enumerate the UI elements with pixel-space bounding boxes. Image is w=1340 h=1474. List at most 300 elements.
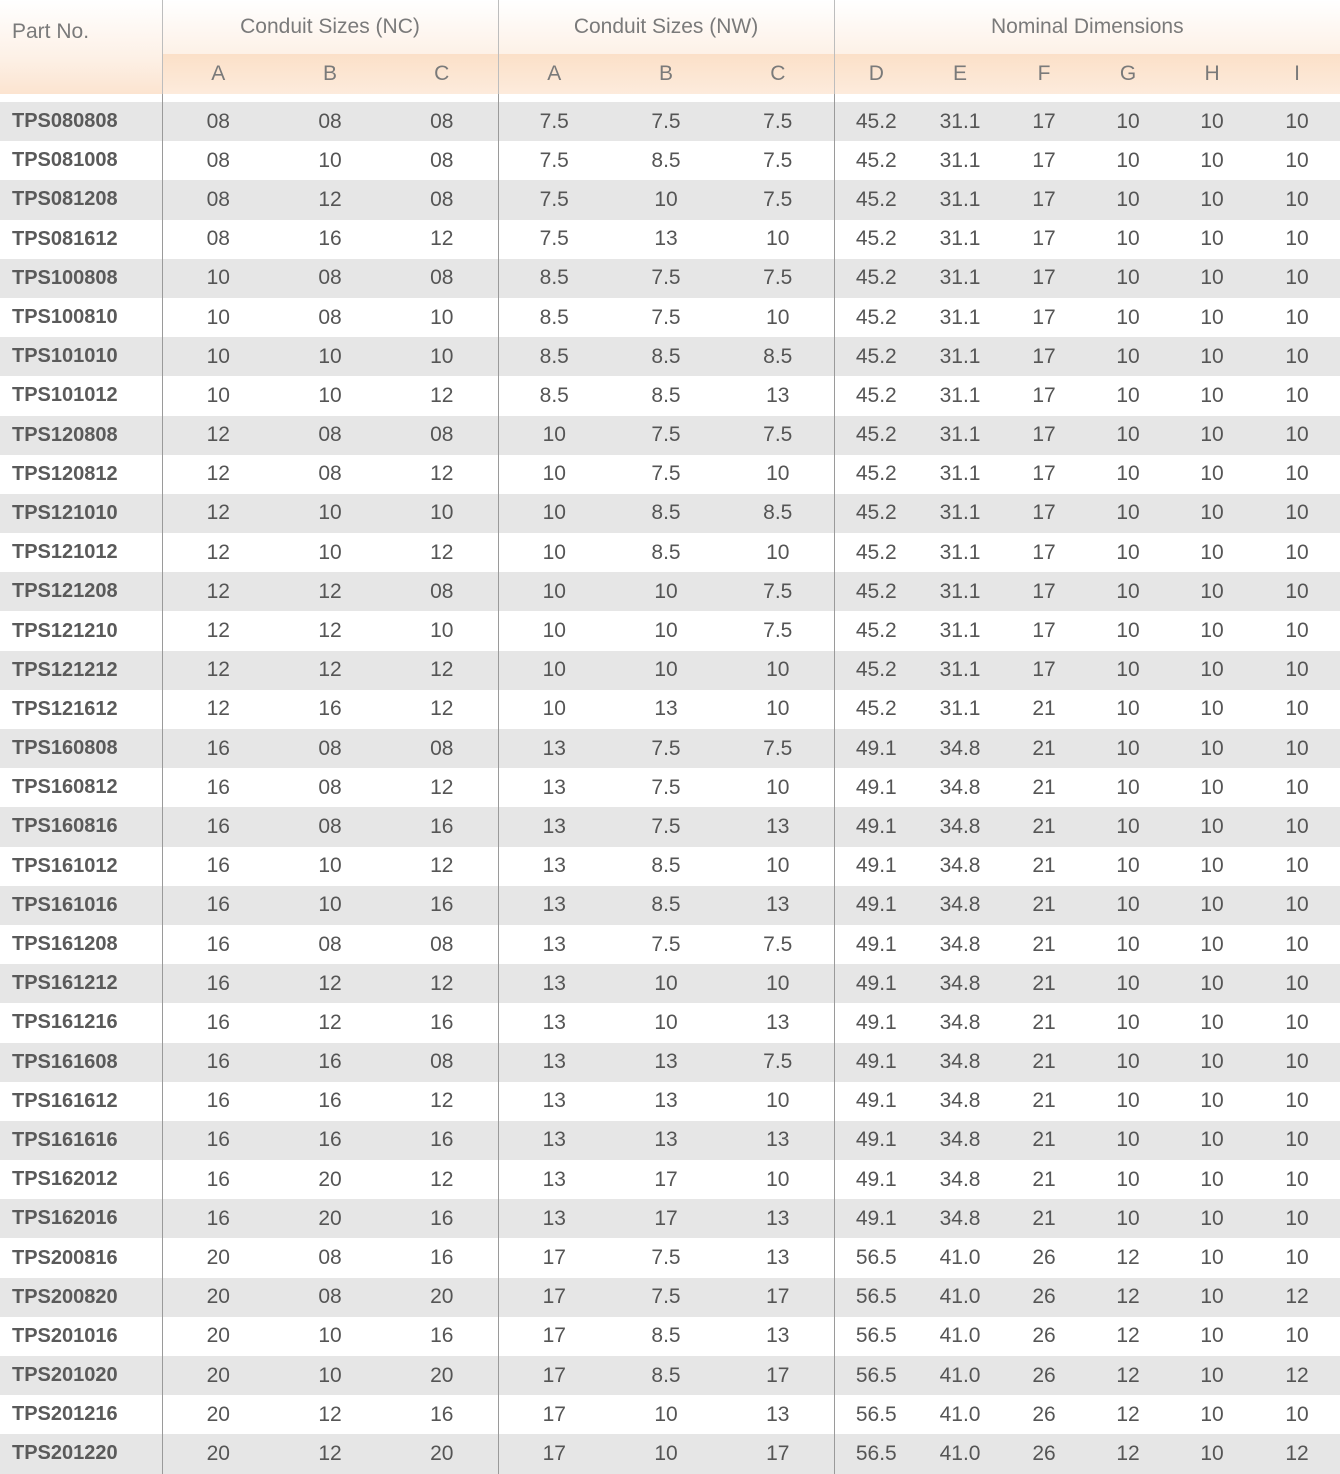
- cell-nw-c: 10: [722, 298, 834, 337]
- cell-nc-c: 08: [386, 729, 498, 768]
- cell-dim-i: 10: [1254, 886, 1340, 925]
- cell-nc-b: 10: [274, 337, 386, 376]
- cell-dim-i: 10: [1254, 1043, 1340, 1082]
- cell-nc-b: 16: [274, 1043, 386, 1082]
- cell-dim-g: 12: [1086, 1434, 1170, 1473]
- cell-nc-b: 10: [274, 494, 386, 533]
- cell-part-no: TPS200820: [0, 1278, 162, 1317]
- cell-nc-a: 12: [162, 455, 274, 494]
- cell-dim-f: 17: [1002, 494, 1086, 533]
- table-body: [0, 94, 1340, 1474]
- table-row: [0, 651, 1340, 690]
- cell-part-no: TPS201220: [0, 1434, 162, 1473]
- cell-dim-i: 10: [1254, 964, 1340, 1003]
- cell-dim-i: 10: [1254, 1317, 1340, 1356]
- cell-nc-c: 12: [386, 1160, 498, 1199]
- cell-dim-d: 45.2: [834, 298, 918, 337]
- cell-nw-b: 8.5: [610, 141, 722, 180]
- cell-dim-h: 10: [1170, 1121, 1254, 1160]
- table-row: [0, 533, 1340, 572]
- cell-nw-a: 17: [498, 1434, 610, 1473]
- cell-nw-a: 13: [498, 1082, 610, 1121]
- cell-dim-f: 21: [1002, 1199, 1086, 1238]
- cell-dim-f: 26: [1002, 1278, 1086, 1317]
- cell-part-no: TPS160812: [0, 768, 162, 807]
- cell-dim-h: 10: [1170, 964, 1254, 1003]
- header-nw-c: C: [722, 54, 834, 94]
- cell-part-no: TPS161212: [0, 964, 162, 1003]
- cell-dim-f: 21: [1002, 886, 1086, 925]
- cell-part-no: TPS161216: [0, 1003, 162, 1042]
- cell-dim-g: 10: [1086, 180, 1170, 219]
- cell-nc-b: 10: [274, 847, 386, 886]
- cell-nc-b: 12: [274, 964, 386, 1003]
- cell-nw-a: 10: [498, 416, 610, 455]
- cell-nw-b: 13: [610, 1121, 722, 1160]
- cell-nc-c: 08: [386, 1043, 498, 1082]
- cell-dim-f: 17: [1002, 376, 1086, 415]
- cell-nw-b: 13: [610, 1043, 722, 1082]
- cell-dim-h: 10: [1170, 572, 1254, 611]
- cell-dim-h: 10: [1170, 220, 1254, 259]
- table-row: [0, 1395, 1340, 1434]
- cell-dim-e: 31.1: [918, 572, 1002, 611]
- header-nw-b: B: [610, 54, 722, 94]
- cell-dim-g: 10: [1086, 611, 1170, 650]
- cell-dim-i: 10: [1254, 376, 1340, 415]
- cell-dim-h: 10: [1170, 729, 1254, 768]
- cell-dim-f: 17: [1002, 298, 1086, 337]
- cell-dim-e: 34.8: [918, 807, 1002, 846]
- cell-dim-d: 56.5: [834, 1356, 918, 1395]
- cell-dim-h: 10: [1170, 533, 1254, 572]
- header-nw-a: A: [498, 54, 610, 94]
- table-row: [0, 1003, 1340, 1042]
- cell-nc-c: 16: [386, 1238, 498, 1277]
- cell-nc-a: 10: [162, 259, 274, 298]
- cell-dim-i: 12: [1254, 1434, 1340, 1473]
- cell-nc-b: 12: [274, 572, 386, 611]
- cell-dim-h: 10: [1170, 141, 1254, 180]
- cell-dim-e: 31.1: [918, 259, 1002, 298]
- cell-dim-h: 10: [1170, 376, 1254, 415]
- cell-dim-d: 45.2: [834, 533, 918, 572]
- cell-nc-c: 12: [386, 220, 498, 259]
- cell-dim-g: 10: [1086, 572, 1170, 611]
- cell-nc-b: 16: [274, 1121, 386, 1160]
- cell-part-no: TPS201216: [0, 1395, 162, 1434]
- cell-nc-b: 08: [274, 455, 386, 494]
- cell-dim-d: 56.5: [834, 1238, 918, 1277]
- table-row: [0, 494, 1340, 533]
- cell-part-no: TPS161208: [0, 925, 162, 964]
- cell-dim-f: 17: [1002, 572, 1086, 611]
- cell-nc-b: 10: [274, 1317, 386, 1356]
- cell-dim-h: 10: [1170, 180, 1254, 219]
- cell-dim-e: 31.1: [918, 690, 1002, 729]
- table-row: [0, 572, 1340, 611]
- cell-nw-b: 7.5: [610, 1278, 722, 1317]
- cell-nw-a: 13: [498, 886, 610, 925]
- cell-nw-a: 13: [498, 1121, 610, 1160]
- cell-dim-i: 10: [1254, 455, 1340, 494]
- cell-nc-c: 16: [386, 1003, 498, 1042]
- cell-part-no: TPS200816: [0, 1238, 162, 1277]
- cell-dim-e: 31.1: [918, 651, 1002, 690]
- cell-dim-h: 10: [1170, 416, 1254, 455]
- cell-nc-a: 20: [162, 1278, 274, 1317]
- cell-nc-b: 12: [274, 1434, 386, 1473]
- cell-nc-c: 08: [386, 180, 498, 219]
- cell-dim-e: 31.1: [918, 416, 1002, 455]
- cell-dim-h: 10: [1170, 1043, 1254, 1082]
- cell-nc-c: 16: [386, 1317, 498, 1356]
- cell-nc-b: 08: [274, 416, 386, 455]
- cell-part-no: TPS120812: [0, 455, 162, 494]
- cell-part-no: TPS101010: [0, 337, 162, 376]
- cell-dim-e: 34.8: [918, 1121, 1002, 1160]
- cell-nw-a: 17: [498, 1317, 610, 1356]
- cell-dim-f: 21: [1002, 690, 1086, 729]
- cell-nc-a: 20: [162, 1317, 274, 1356]
- cell-nw-a: 13: [498, 768, 610, 807]
- cell-dim-f: 26: [1002, 1434, 1086, 1473]
- cell-nc-c: 16: [386, 807, 498, 846]
- cell-nc-b: 10: [274, 141, 386, 180]
- cell-dim-e: 31.1: [918, 337, 1002, 376]
- cell-nc-c: 16: [386, 1395, 498, 1434]
- cell-part-no: TPS121212: [0, 651, 162, 690]
- cell-nc-a: 10: [162, 337, 274, 376]
- cell-dim-g: 10: [1086, 259, 1170, 298]
- cell-dim-d: 45.2: [834, 572, 918, 611]
- cell-dim-d: 45.2: [834, 376, 918, 415]
- cell-dim-e: 34.8: [918, 768, 1002, 807]
- cell-dim-d: 45.2: [834, 180, 918, 219]
- cell-dim-d: 45.2: [834, 141, 918, 180]
- cell-dim-g: 10: [1086, 1043, 1170, 1082]
- cell-nc-a: 10: [162, 376, 274, 415]
- cell-dim-e: 34.8: [918, 1003, 1002, 1042]
- cell-nw-b: 17: [610, 1160, 722, 1199]
- cell-nw-b: 7.5: [610, 768, 722, 807]
- cell-nc-a: 20: [162, 1395, 274, 1434]
- cell-dim-h: 10: [1170, 611, 1254, 650]
- cell-part-no: TPS121612: [0, 690, 162, 729]
- cell-dim-g: 10: [1086, 298, 1170, 337]
- cell-dim-g: 10: [1086, 768, 1170, 807]
- cell-nc-a: 12: [162, 416, 274, 455]
- header-group-row: [0, 0, 1340, 54]
- cell-nw-a: 10: [498, 690, 610, 729]
- cell-nc-c: 08: [386, 259, 498, 298]
- cell-nc-c: 12: [386, 455, 498, 494]
- cell-nc-a: 16: [162, 964, 274, 1003]
- cell-dim-i: 10: [1254, 1238, 1340, 1277]
- cell-nc-b: 12: [274, 180, 386, 219]
- cell-nc-c: 16: [386, 886, 498, 925]
- cell-nw-b: 13: [610, 220, 722, 259]
- cell-dim-f: 17: [1002, 259, 1086, 298]
- cell-nc-b: 08: [274, 768, 386, 807]
- cell-nc-c: 12: [386, 847, 498, 886]
- cell-dim-g: 10: [1086, 886, 1170, 925]
- table-row: [0, 220, 1340, 259]
- cell-dim-f: 17: [1002, 102, 1086, 141]
- cell-nw-b: 7.5: [610, 807, 722, 846]
- cell-dim-i: 10: [1254, 651, 1340, 690]
- cell-dim-e: 41.0: [918, 1317, 1002, 1356]
- cell-nc-b: 08: [274, 259, 386, 298]
- cell-part-no: TPS160808: [0, 729, 162, 768]
- cell-nw-c: 17: [722, 1278, 834, 1317]
- cell-dim-d: 45.2: [834, 102, 918, 141]
- cell-dim-e: 31.1: [918, 220, 1002, 259]
- cell-nw-a: 10: [498, 651, 610, 690]
- cell-dim-g: 10: [1086, 729, 1170, 768]
- cell-nw-a: 13: [498, 1003, 610, 1042]
- header-sub-row: [0, 54, 1340, 94]
- cell-nw-c: 10: [722, 533, 834, 572]
- cell-dim-e: 34.8: [918, 847, 1002, 886]
- cell-dim-g: 10: [1086, 102, 1170, 141]
- cell-dim-g: 12: [1086, 1317, 1170, 1356]
- gap-cell: [0, 94, 162, 102]
- cell-dim-i: 10: [1254, 533, 1340, 572]
- header-dim-e: E: [918, 54, 1002, 94]
- cell-nw-b: 10: [610, 180, 722, 219]
- cell-dim-d: 56.5: [834, 1317, 918, 1356]
- cell-dim-g: 10: [1086, 416, 1170, 455]
- table-row: [0, 141, 1340, 180]
- cell-dim-i: 10: [1254, 337, 1340, 376]
- cell-nw-b: 10: [610, 651, 722, 690]
- cell-dim-g: 10: [1086, 533, 1170, 572]
- cell-nw-a: 13: [498, 1043, 610, 1082]
- cell-dim-i: 10: [1254, 220, 1340, 259]
- cell-dim-g: 10: [1086, 220, 1170, 259]
- header-nc-a: A: [162, 54, 274, 94]
- cell-dim-h: 10: [1170, 925, 1254, 964]
- cell-dim-i: 10: [1254, 494, 1340, 533]
- cell-nw-a: 8.5: [498, 376, 610, 415]
- table-row: [0, 337, 1340, 376]
- header-nc-b: B: [274, 54, 386, 94]
- cell-dim-f: 21: [1002, 729, 1086, 768]
- table-row: [0, 1356, 1340, 1395]
- cell-nc-c: 12: [386, 690, 498, 729]
- table-row: [0, 455, 1340, 494]
- cell-dim-d: 49.1: [834, 1121, 918, 1160]
- cell-dim-i: 10: [1254, 298, 1340, 337]
- cell-nw-c: 17: [722, 1434, 834, 1473]
- cell-dim-g: 10: [1086, 1160, 1170, 1199]
- cell-nc-b: 08: [274, 1278, 386, 1317]
- header-nc-c: C: [386, 54, 498, 94]
- cell-dim-g: 10: [1086, 1003, 1170, 1042]
- cell-nc-a: 16: [162, 1082, 274, 1121]
- header-dim-i: I: [1254, 54, 1340, 94]
- cell-nw-b: 7.5: [610, 729, 722, 768]
- cell-dim-i: 10: [1254, 611, 1340, 650]
- header-nominal-dimensions: Nominal Dimensions: [834, 0, 1340, 54]
- cell-dim-e: 31.1: [918, 455, 1002, 494]
- cell-dim-h: 10: [1170, 1160, 1254, 1199]
- cell-dim-e: 41.0: [918, 1434, 1002, 1473]
- cell-nc-b: 08: [274, 729, 386, 768]
- cell-nw-b: 8.5: [610, 847, 722, 886]
- cell-nc-a: 20: [162, 1434, 274, 1473]
- cell-part-no: TPS101012: [0, 376, 162, 415]
- cell-nc-a: 12: [162, 572, 274, 611]
- cell-part-no: TPS161016: [0, 886, 162, 925]
- cell-part-no: TPS161608: [0, 1043, 162, 1082]
- cell-nw-b: 7.5: [610, 416, 722, 455]
- cell-dim-h: 10: [1170, 651, 1254, 690]
- header-dim-f: F: [1002, 54, 1086, 94]
- cell-part-no: TPS201016: [0, 1317, 162, 1356]
- cell-nc-c: 12: [386, 376, 498, 415]
- cell-dim-f: 21: [1002, 1082, 1086, 1121]
- cell-nw-a: 17: [498, 1395, 610, 1434]
- cell-nw-c: 13: [722, 1317, 834, 1356]
- cell-dim-h: 10: [1170, 807, 1254, 846]
- cell-part-no: TPS121208: [0, 572, 162, 611]
- cell-part-no: TPS081208: [0, 180, 162, 219]
- cell-dim-g: 10: [1086, 494, 1170, 533]
- cell-dim-i: 10: [1254, 141, 1340, 180]
- cell-nw-c: 17: [722, 1356, 834, 1395]
- cell-nw-c: 10: [722, 1160, 834, 1199]
- cell-nc-c: 10: [386, 337, 498, 376]
- cell-nw-a: 7.5: [498, 180, 610, 219]
- cell-nc-a: 16: [162, 1160, 274, 1199]
- header-conduit-nc: Conduit Sizes (NC): [162, 0, 498, 54]
- table-row: [0, 964, 1340, 1003]
- cell-nw-b: 10: [610, 1003, 722, 1042]
- cell-nc-a: 12: [162, 533, 274, 572]
- cell-nw-c: 7.5: [722, 729, 834, 768]
- table-row: [0, 1043, 1340, 1082]
- cell-part-no: TPS161612: [0, 1082, 162, 1121]
- table-row: [0, 180, 1340, 219]
- cell-dim-h: 10: [1170, 1238, 1254, 1277]
- cell-dim-e: 31.1: [918, 611, 1002, 650]
- cell-dim-f: 17: [1002, 611, 1086, 650]
- cell-nc-b: 08: [274, 102, 386, 141]
- cell-dim-g: 12: [1086, 1356, 1170, 1395]
- cell-nc-b: 20: [274, 1199, 386, 1238]
- cell-dim-d: 49.1: [834, 1160, 918, 1199]
- table-row: [0, 729, 1340, 768]
- cell-part-no: TPS120808: [0, 416, 162, 455]
- cell-dim-g: 10: [1086, 141, 1170, 180]
- cell-dim-e: 34.8: [918, 729, 1002, 768]
- cell-nc-c: 16: [386, 1121, 498, 1160]
- cell-nc-b: 10: [274, 1356, 386, 1395]
- cell-nw-b: 8.5: [610, 1317, 722, 1356]
- cell-dim-h: 10: [1170, 1434, 1254, 1473]
- cell-nc-c: 10: [386, 494, 498, 533]
- cell-nw-c: 10: [722, 651, 834, 690]
- cell-part-no: TPS080808: [0, 102, 162, 141]
- cell-nc-a: 16: [162, 925, 274, 964]
- header-part-no: Part No.: [0, 0, 162, 94]
- cell-nw-a: 7.5: [498, 102, 610, 141]
- cell-dim-d: 45.2: [834, 259, 918, 298]
- cell-dim-e: 31.1: [918, 376, 1002, 415]
- cell-dim-h: 10: [1170, 455, 1254, 494]
- table-row: [0, 376, 1340, 415]
- cell-dim-i: 10: [1254, 1160, 1340, 1199]
- cell-part-no: TPS121210: [0, 611, 162, 650]
- cell-nw-a: 13: [498, 964, 610, 1003]
- cell-nc-c: 12: [386, 1082, 498, 1121]
- cell-nw-c: 7.5: [722, 611, 834, 650]
- cell-dim-e: 34.8: [918, 1082, 1002, 1121]
- cell-nc-a: 12: [162, 690, 274, 729]
- cell-nc-a: 16: [162, 886, 274, 925]
- cell-dim-g: 10: [1086, 1082, 1170, 1121]
- cell-nw-c: 13: [722, 1121, 834, 1160]
- cell-nw-a: 8.5: [498, 337, 610, 376]
- cell-nw-b: 8.5: [610, 494, 722, 533]
- cell-dim-f: 21: [1002, 1121, 1086, 1160]
- cell-dim-e: 31.1: [918, 141, 1002, 180]
- cell-nw-c: 8.5: [722, 337, 834, 376]
- cell-dim-g: 10: [1086, 337, 1170, 376]
- cell-nc-c: 12: [386, 964, 498, 1003]
- cell-nw-c: 13: [722, 1395, 834, 1434]
- cell-dim-d: 49.1: [834, 729, 918, 768]
- cell-nc-b: 08: [274, 807, 386, 846]
- cell-nw-a: 13: [498, 807, 610, 846]
- cell-nw-c: 13: [722, 1238, 834, 1277]
- cell-nc-a: 20: [162, 1238, 274, 1277]
- cell-dim-i: 10: [1254, 1395, 1340, 1434]
- cell-dim-d: 49.1: [834, 768, 918, 807]
- cell-dim-g: 10: [1086, 1199, 1170, 1238]
- cell-dim-g: 10: [1086, 376, 1170, 415]
- cell-nc-c: 12: [386, 533, 498, 572]
- cell-nc-b: 16: [274, 220, 386, 259]
- cell-nc-b: 12: [274, 651, 386, 690]
- cell-dim-g: 10: [1086, 1121, 1170, 1160]
- cell-nw-b: 8.5: [610, 376, 722, 415]
- cell-nc-a: 16: [162, 1043, 274, 1082]
- table-header: [0, 0, 1340, 94]
- cell-dim-i: 10: [1254, 1082, 1340, 1121]
- table-row: [0, 768, 1340, 807]
- cell-dim-d: 45.2: [834, 455, 918, 494]
- cell-dim-d: 45.2: [834, 494, 918, 533]
- cell-dim-e: 34.8: [918, 964, 1002, 1003]
- cell-nc-a: 16: [162, 1199, 274, 1238]
- cell-nw-b: 13: [610, 690, 722, 729]
- cell-nw-b: 7.5: [610, 298, 722, 337]
- cell-nw-a: 17: [498, 1238, 610, 1277]
- cell-dim-e: 34.8: [918, 1160, 1002, 1199]
- cell-dim-i: 10: [1254, 729, 1340, 768]
- cell-nw-a: 17: [498, 1356, 610, 1395]
- cell-dim-i: 10: [1254, 180, 1340, 219]
- cell-dim-e: 31.1: [918, 180, 1002, 219]
- cell-part-no: TPS121010: [0, 494, 162, 533]
- cell-part-no: TPS081008: [0, 141, 162, 180]
- cell-nw-c: 13: [722, 886, 834, 925]
- cell-nc-b: 16: [274, 1082, 386, 1121]
- cell-part-no: TPS100808: [0, 259, 162, 298]
